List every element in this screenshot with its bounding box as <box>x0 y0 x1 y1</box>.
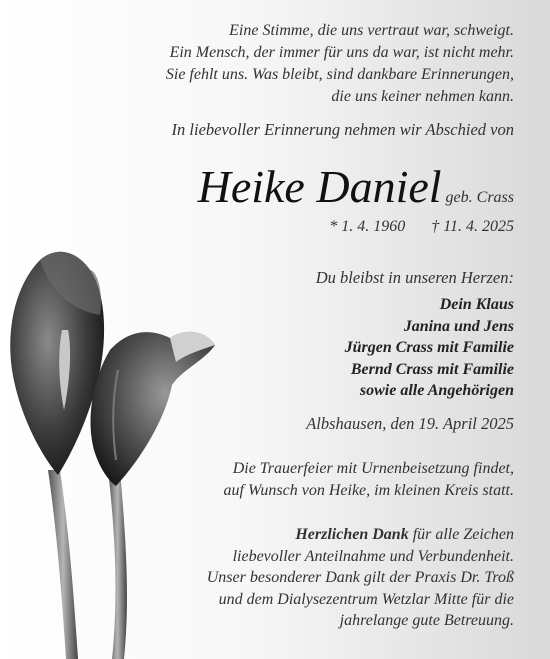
deceased-name-line <box>197 161 514 212</box>
mourners-list <box>345 294 514 402</box>
verse-line: Ein Mensch, der immer für uns da war, ist nicht mehr. <box>169 44 514 61</box>
thanks-line-rest: für alle Zeichen <box>408 526 514 543</box>
thanks-line: jahrelange gute Betreuung. <box>339 612 514 629</box>
funeral-info <box>224 458 514 502</box>
thanks-line: Unser besonderer Dank gilt der Praxis Dr. Troß <box>206 569 514 586</box>
thanks-line: und dem Dialysezentrum Wetzlar Mitte für die <box>218 590 514 608</box>
verse <box>166 20 514 108</box>
birth-date: * 1. 4. 1960 <box>329 218 406 235</box>
death-date: † 11. 4. 2025 <box>431 218 514 235</box>
place-date: Albshausen, den 19. April 2025 <box>306 414 514 433</box>
mourner: Bernd Crass mit Familie <box>350 360 514 378</box>
maiden-name: geb. Crass <box>445 189 514 206</box>
mourner: Dein Klaus <box>439 296 514 313</box>
verse-line: Eine Stimme, die uns vertraut war, schweigt. <box>229 22 514 39</box>
farewell-intro: In liebevoller Erinnerung nehmen wir Abschied von <box>171 120 514 139</box>
calla-lily-image <box>0 220 240 659</box>
mourner: Jürgen Crass mit Familie <box>344 339 514 356</box>
life-dates <box>329 218 514 236</box>
funeral-line: Die Trauerfeier mit Urnenbeisetzung findet, <box>232 460 514 477</box>
thanks-heading: Herzlichen Dank <box>295 526 409 543</box>
thanks-block <box>207 524 514 632</box>
verse-line: die uns keiner nehmen kann. <box>331 88 514 105</box>
funeral-line: auf Wunsch von Heike, im kleinen Kreis statt. <box>223 482 514 499</box>
mourners-intro: Du bleibst in unseren Herzen: <box>315 268 514 287</box>
mourner: Janina und Jens <box>403 317 514 335</box>
thanks-line <box>207 524 514 546</box>
verse-line: Sie fehlt uns. Was bleibt, sind dankbare Erinnerungen, <box>165 66 514 83</box>
deceased-name: Heike Daniel <box>197 161 442 212</box>
thanks-line: liebevoller Anteilnahme und Verbundenheit. <box>232 547 514 565</box>
mourner: sowie alle Angehörigen <box>359 382 514 399</box>
